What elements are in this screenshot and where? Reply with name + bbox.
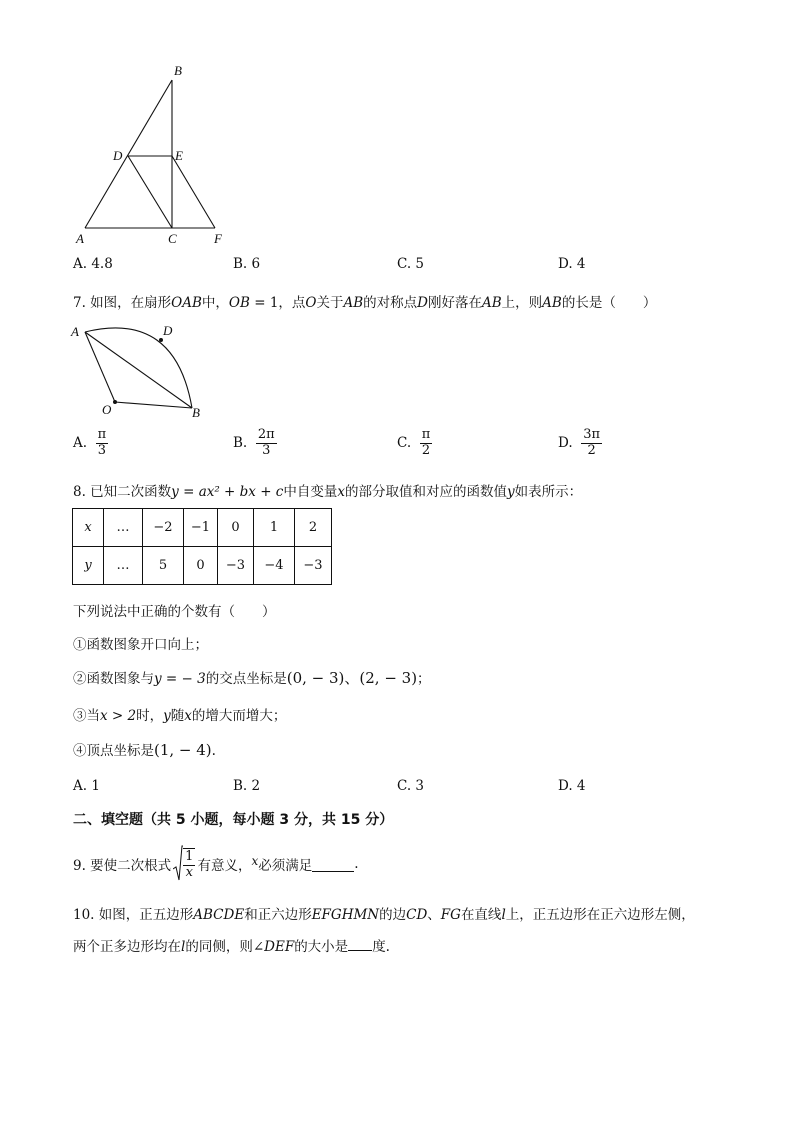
q9-stem: 9. 要使二次根式 $\frac{1}{x}$ 有意义， x 必须满足 . (73, 845, 359, 883)
values-table (72, 508, 332, 585)
radical: $\frac{1}{x}$ (173, 845, 195, 883)
triangle-figure (60, 60, 250, 250)
label-a: A (76, 231, 84, 246)
answer-blank-2[interactable] (348, 936, 372, 951)
table-cell: −3 (295, 547, 332, 585)
table-cell: −1 (184, 509, 218, 547)
label-f: F (214, 231, 222, 246)
table-cell: 1 (254, 509, 295, 547)
q7-stem: 7. 如图，在扇形OAB中，OB = 1，点O关于AB的对称点D刚好落在AB上，则AB的长是（ ） (73, 295, 657, 311)
table-cell: 5 (143, 547, 184, 585)
q8-option-b: B. 2 (233, 778, 261, 794)
q8-option-a: A. 1 (73, 778, 100, 794)
label-o7: O (102, 402, 112, 417)
q7-option-b: B. $\frac{2\pi}{3}$ (233, 427, 275, 458)
table-cell: −3 (218, 547, 254, 585)
table-row (73, 509, 332, 547)
label-a7: A (71, 324, 79, 339)
q10-line-2: 两个正多边形均在l的同侧，则∠DEF的大小是 度. (73, 935, 390, 955)
answer-blank[interactable] (312, 857, 354, 872)
q6-option-a: A. 4.8 (73, 256, 113, 272)
label-e: E (175, 148, 183, 163)
table-cell: … (104, 509, 143, 547)
table-cell: −4 (254, 547, 295, 585)
label-c: C (168, 231, 177, 246)
q7-option-d: D. $\frac{3\pi}{2}$ (558, 427, 601, 458)
q8-statement-4: ④顶点坐标是(1, − 4). (73, 741, 216, 759)
q6-option-c: C. 5 (397, 256, 425, 272)
q10-line-1: 10. 如图，正五边形ABCDE和正六边形EFGHMN的边CD、FG在直线l上，正五边形在正六边形左侧， (73, 907, 695, 923)
label-d7: D (163, 323, 173, 338)
q6-option-d: D. 4 (558, 256, 586, 272)
q7-option-a: A. $\frac{\pi}{3}$ (73, 427, 107, 458)
label-b7: B (192, 405, 200, 420)
table-cell: 2 (295, 509, 332, 547)
q8-statement-1: ①函数图象开口向上； (73, 637, 208, 653)
table-cell: 0 (218, 509, 254, 547)
table-row (73, 547, 332, 585)
q6-option-b: B. 6 (233, 256, 261, 272)
radical-sign-icon (173, 845, 183, 883)
q8-stem: 8. 已知二次函数y = ax² + bx + c中自变量x的部分取值和对应的函数值y如表所示： (73, 484, 583, 500)
q8-prompt: 下列说法中正确的个数有（ ） (73, 604, 276, 620)
table-cell: −2 (143, 509, 184, 547)
section-heading: 二、填空题（共 5 小题，每小题 3 分，共 15 分） (73, 812, 394, 828)
q8-option-d: D. 4 (558, 778, 586, 794)
label-b: B (174, 63, 182, 78)
q7-option-c: C. $\frac{\pi}{2}$ (397, 427, 431, 458)
table-cell: x (73, 509, 104, 547)
q8-statement-2: ②函数图象与y = − 3的交点坐标是(0, − 3)、(2, − 3)； (73, 669, 431, 687)
table-cell: 0 (184, 547, 218, 585)
q8-option-c: C. 3 (397, 778, 425, 794)
label-d: D (113, 148, 123, 163)
q8-statement-3: ③当x > 2时，y随x的增大而增大； (73, 708, 287, 724)
table-cell: y (73, 547, 104, 585)
table-cell: … (104, 547, 143, 585)
sector-figure (65, 318, 215, 426)
